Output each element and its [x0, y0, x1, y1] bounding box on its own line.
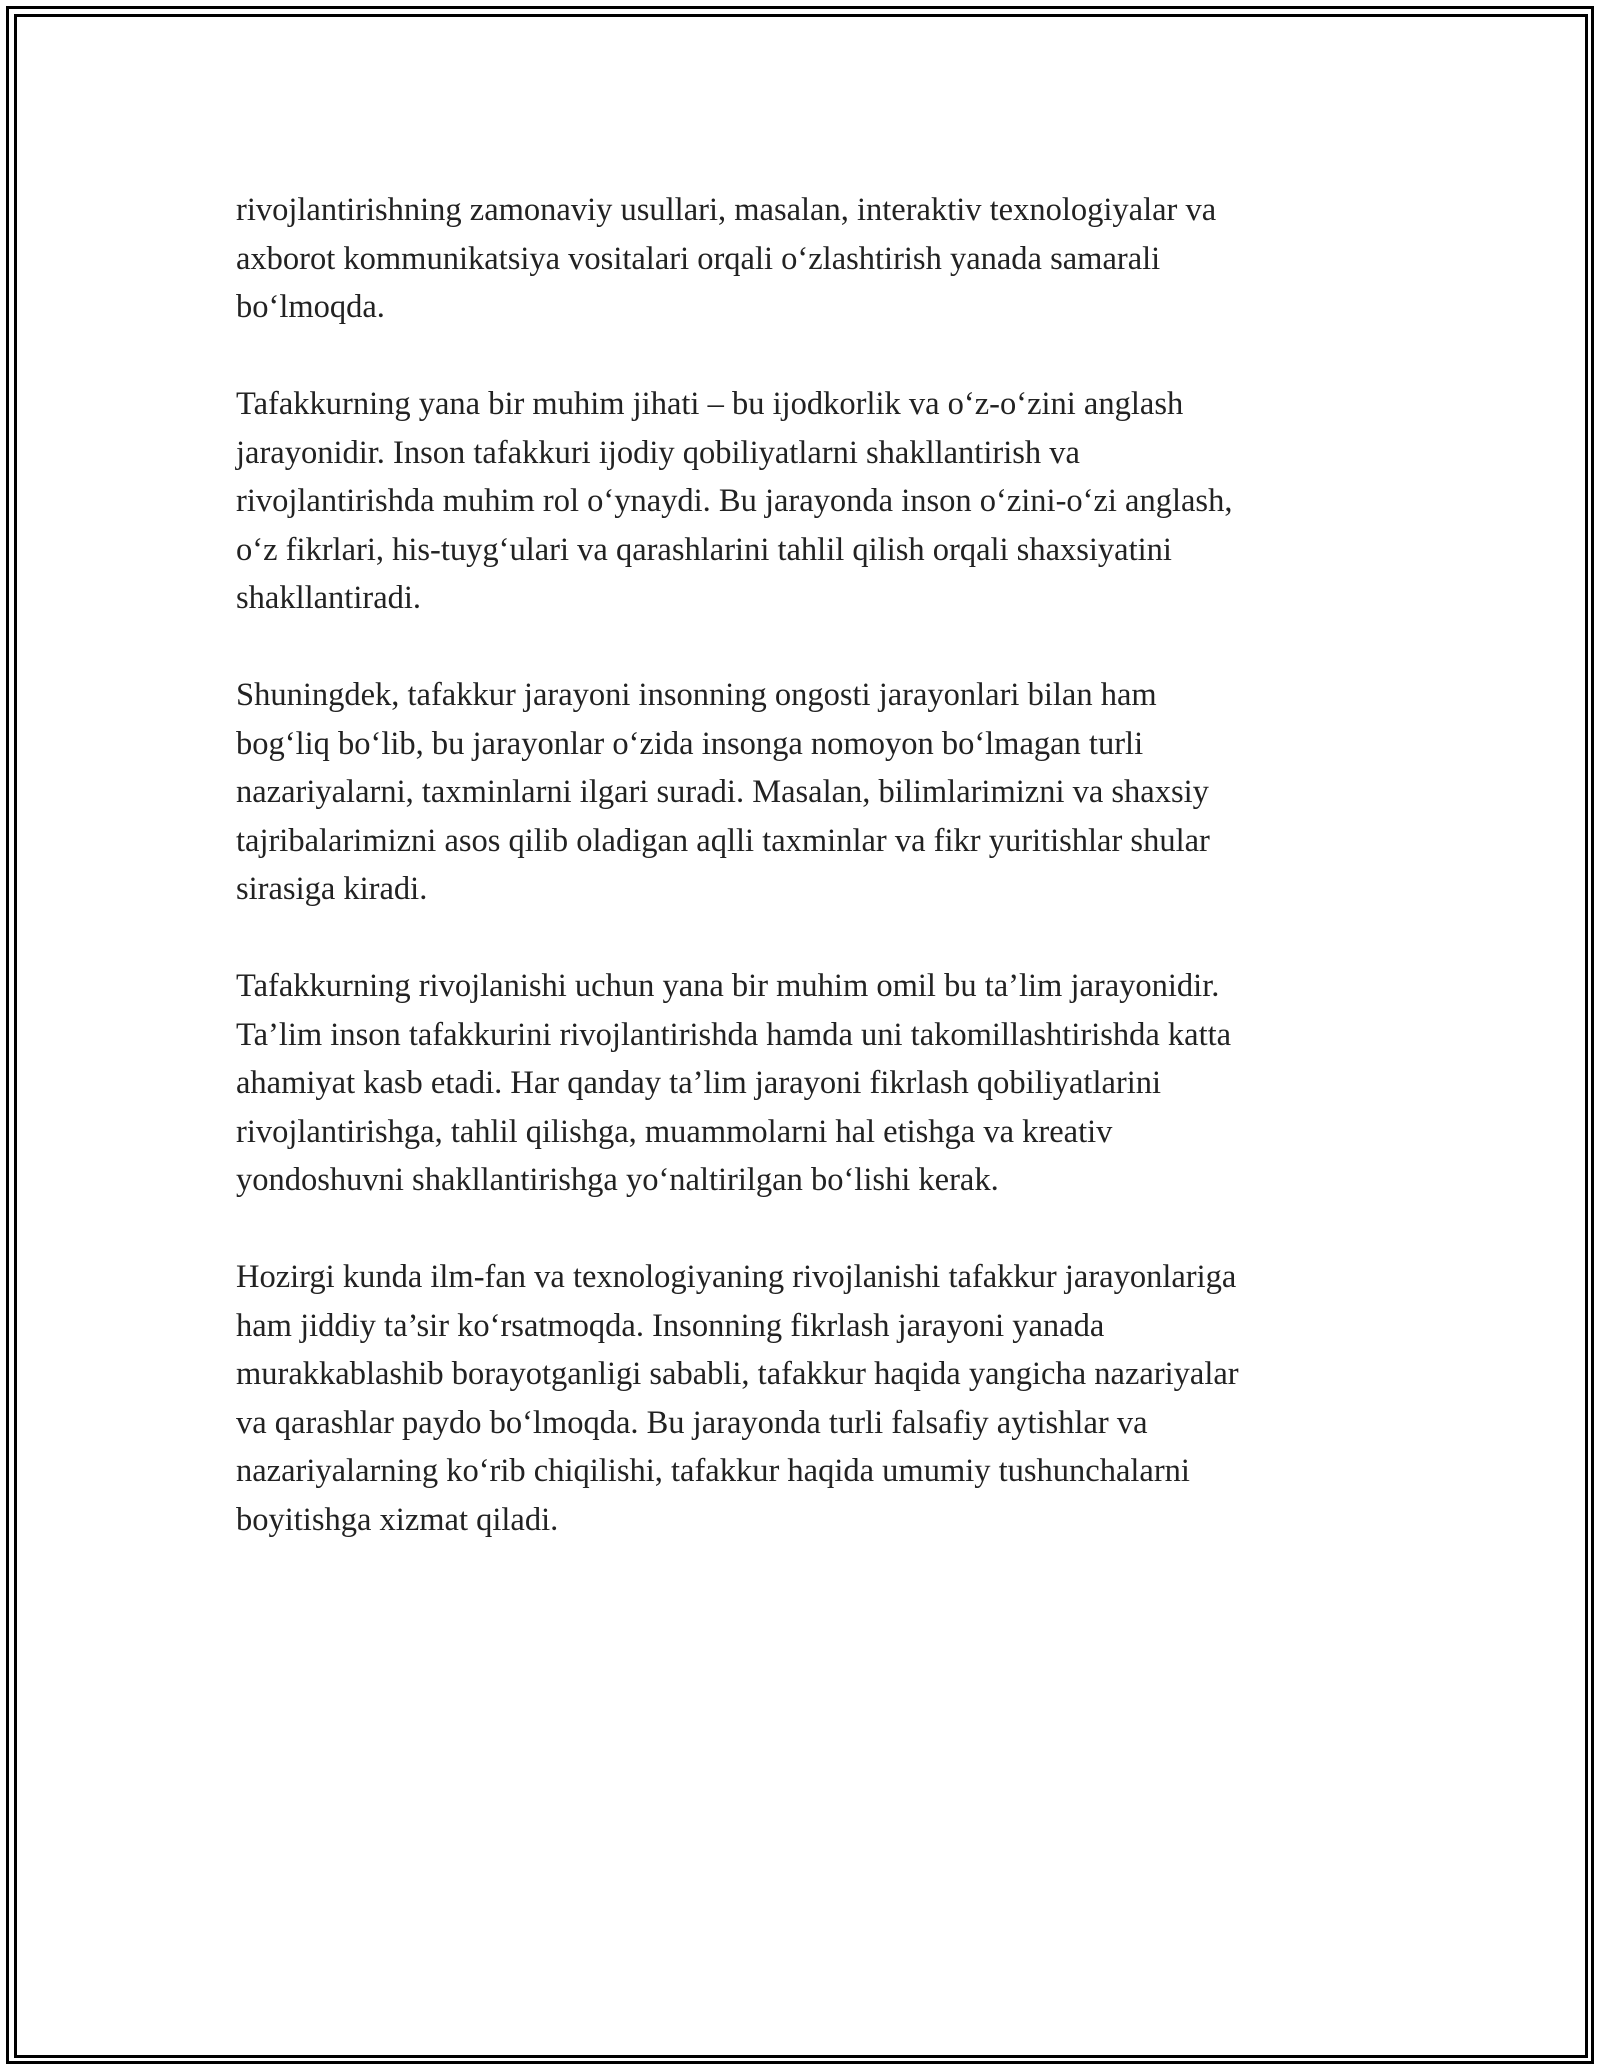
text-line: Shuningdek, tafakkur jarayoni insonning ongosti jarayonlari bilan ham	[236, 677, 1157, 713]
document-body	[236, 186, 1376, 1593]
text-line: Hozirgi kunda ilm-fan va texnologiyaning rivojlanishi tafakkur jarayonlariga	[236, 1259, 1237, 1295]
text-line: bog‘liq bo‘lib, bu jarayonlar o‘zida insonga nomoyon bo‘lmagan turli	[236, 725, 1144, 762]
text-line: rivojlantirishda muhim rol o‘ynaydi. Bu jarayonda inson o‘zini-o‘zi anglash,	[236, 483, 1233, 519]
text-line: nazariyalarni, taxminlarni ilgari suradi. Masalan, bilimlarimizni va shaxsiy	[236, 774, 1209, 810]
text-line: axborot kommunikatsiya vositalari orqali o‘zlashtirish yanada samarali	[236, 240, 1161, 277]
text-line: rivojlantirishning zamonaviy usullari, masalan, interaktiv texnologiyalar va	[236, 192, 1217, 228]
text-line: shakllantiradi.	[236, 580, 422, 616]
text-line: rivojlantirishga, tahlil qilishga, muammolarni hal etishga va kreativ	[236, 1113, 1113, 1150]
text-line: o‘z fikrlari, his-tuyg‘ulari va qarashlarini tahlil qilish orqali shaxsiyatini	[236, 531, 1172, 568]
text-line: jarayonidir. Inson tafakkuri ijodiy qobiliyatlarni shakllantirish va	[236, 434, 1080, 471]
text-line: Ta’lim inson tafakkurini rivojlantirishda hamda uni takomillashtirishda katta	[236, 1016, 1232, 1053]
text-line: ham jiddiy ta’sir ko‘rsatmoqda. Insonning fikrlash jarayoni yanada	[236, 1307, 1105, 1344]
text-line: boyitishga xizmat qiladi.	[236, 1501, 559, 1538]
text-line: murakkablashib borayotganligi sababli, tafakkur haqida yangicha nazariyalar	[236, 1356, 1239, 1392]
text-line: bo‘lmoqda.	[236, 289, 385, 325]
text-line: ahamiyat kasb etadi. Har qanday ta’lim jarayoni fikrlash qobiliyatlarini	[236, 1065, 1162, 1101]
paragraph-4	[236, 962, 1376, 1205]
text-line: nazariyalarning ko‘rib chiqilishi, tafakkur haqida umumiy tushunchalarni	[236, 1453, 1190, 1489]
paragraph-2	[236, 380, 1376, 623]
text-line: yondoshuvni shakllantirishga yo‘naltirilgan bo‘lishi kerak.	[236, 1162, 999, 1198]
text-line: tajribalarimizni asos qilib oladigan aqlli taxminlar va fikr yuritishlar shular	[236, 822, 1210, 859]
paragraph-3	[236, 671, 1376, 914]
text-line: sirasiga kiradi.	[236, 871, 428, 907]
text-line: va qarashlar paydo bo‘lmoqda. Bu jarayonda turli falsafiy aytishlar va	[236, 1404, 1148, 1441]
text-line: Tafakkurning rivojlanishi uchun yana bir muhim omil bu ta’lim jarayonidir.	[236, 968, 1220, 1004]
text-line: Tafakkurning yana bir muhim jihati – bu ijodkorlik va o‘z-o‘zini anglash	[236, 386, 1184, 422]
paragraph-5	[236, 1253, 1376, 1544]
paragraph-1	[236, 186, 1376, 332]
